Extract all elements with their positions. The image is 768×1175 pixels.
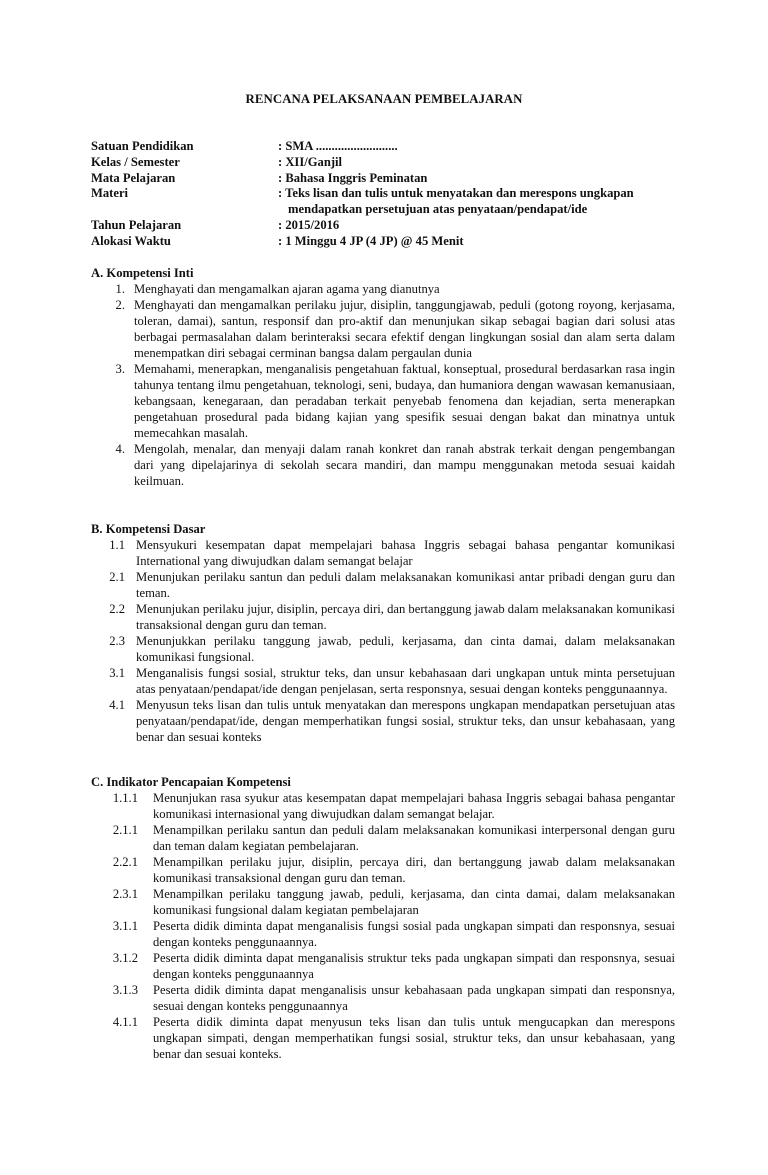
- meta-value-continuation: mendapatkan persetujuan atas penyataan/pendapat/ide: [288, 202, 588, 217]
- meta-row-satuan: [91, 139, 691, 155]
- list-item: [91, 697, 675, 745]
- list-item: [91, 569, 675, 601]
- list-item: [91, 822, 675, 854]
- meta-row-kelas: [91, 155, 691, 171]
- item-number: 3.1: [109, 666, 125, 680]
- meta-label: Tahun Pelajaran: [91, 217, 182, 232]
- item-number: 2.2: [109, 602, 125, 616]
- item-number: 1.: [115, 282, 125, 296]
- item-number: 2.2.1: [112, 855, 138, 869]
- list-item: [91, 1014, 675, 1062]
- page-title: RENCANA PELAKSANAAN PEMBELAJARAN: [245, 92, 523, 106]
- section-heading: C. Indikator Pencapaian Kompetensi: [91, 775, 291, 789]
- item-text: Memahami, menerapkan, menganalisis pengetahuan faktual, konseptual, prosedural berdasarkan rasa ingin tahunya tentang ilmu pengetahuan, teknologi, seni, budaya, dan humaniora dengan wawasan kemanusiaan, kebangsaan, kenegaraan, dan peradaban terkait penyebab fenomena dan kejadian, serta menerapkan pengetahuan prosedural pada bidang kajian yang spesifik sesuai dengan bakat dan minatnya untuk memecahkan masalah.: [134, 362, 675, 440]
- item-text: Menampilkan perilaku tanggung jawab, peduli, kerjasama, dan cinta damai, dalam melaksanakan komunikasi fungsional dalam kegiatan pembelajaran: [153, 887, 675, 917]
- list-item: [91, 281, 675, 297]
- meta-row-materi: [91, 186, 691, 218]
- item-text: Menampilkan perilaku jujur, disiplin, percaya diri, dan bertanggung jawab dalam melaksanakan komunikasi transaksional dengan guru dan teman.: [153, 855, 675, 885]
- item-text: Peserta didik diminta dapat menganalisis fungsi sosial pada ungkapan simpati dan responsnya, sesuai dengan konteks penggunaannya.: [153, 919, 675, 949]
- list-item: [91, 633, 675, 665]
- list-item: [91, 361, 675, 441]
- item-text: Menghayati dan mengamalkan ajaran agama yang dianutnya: [134, 282, 440, 296]
- item-text: Menunjukan perilaku jujur, disiplin, percaya diri, dan bertanggung jawab dalam melaksanakan komunikasi transaksional dengan guru dan teman.: [136, 602, 675, 632]
- item-number: 2.: [115, 298, 125, 312]
- item-number: 4.1: [109, 698, 125, 712]
- section-heading: B. Kompetensi Dasar: [91, 522, 206, 536]
- meta-row-mapel: [91, 171, 691, 187]
- item-text: Peserta didik diminta dapat menganalisis struktur teks pada ungkapan simpati dan responsnya, sesuai dengan konteks penggunaannya: [153, 951, 675, 981]
- list-item: [91, 950, 675, 982]
- item-number: 1.1.1: [112, 791, 138, 805]
- list-item: [91, 918, 675, 950]
- section-kompetensi-dasar: [91, 521, 675, 745]
- meta-label: Kelas / Semester: [91, 154, 180, 169]
- list-item: [91, 854, 675, 886]
- meta-value: : Teks lisan dan tulis untuk menyatakan dan merespons ungkapan: [278, 186, 634, 201]
- section-indikator: [91, 774, 675, 1062]
- item-number: 2.1.1: [112, 823, 138, 837]
- meta-row-alokasi: [91, 234, 691, 250]
- section-kompetensi-inti: [91, 265, 675, 489]
- meta-value: : 2015/2016: [278, 217, 340, 232]
- meta-row-tahun: [91, 218, 691, 234]
- item-number: 3.1.2: [112, 951, 138, 965]
- item-text: Menampilkan perilaku santun dan peduli dalam melaksanakan komunikasi interpersonal dengan guru dan teman dalam kegiatan pembelajaran.: [153, 823, 675, 853]
- item-number: 4.1.1: [112, 1015, 138, 1029]
- item-number: 2.3.1: [112, 887, 138, 901]
- meta-block: [91, 139, 691, 250]
- list-item: [91, 790, 675, 822]
- meta-value: : 1 Minggu 4 JP (4 JP) @ 45 Menit: [278, 233, 464, 248]
- meta-label: Satuan Pendidikan: [91, 139, 194, 153]
- meta-label: Materi: [91, 186, 129, 201]
- item-number: 2.3: [109, 634, 125, 648]
- meta-value: : Bahasa Inggris Peminatan: [278, 170, 428, 185]
- meta-value-materi: [278, 186, 691, 218]
- item-number: 3.: [115, 362, 125, 376]
- meta-label: Mata Pelajaran: [91, 170, 176, 185]
- list-item: [91, 665, 675, 697]
- item-number: 3.1.1: [112, 919, 138, 933]
- meta-value: : XII/Ganjil: [278, 154, 343, 169]
- list-item: [91, 537, 675, 569]
- item-number: 1.1: [109, 538, 125, 552]
- item-text: Mengolah, menalar, dan menyaji dalam ranah konkret dan ranah abstrak terkait dengan pengembangan dari yang dipelajarinya di sekolah secara mandiri, dan mampu menggunakan metoda sesuai kaidah keilmuan.: [134, 442, 675, 488]
- list-item: [91, 982, 675, 1014]
- item-text: Menganalisis fungsi sosial, struktur teks, dan unsur kebahasaan dari ungkapan untuk minta persetujuan atas penyataan/pendapat/ide dengan penjelasan, serta responsnya, sesuai dengan konteks penggunaannya.: [136, 666, 675, 696]
- item-number: 2.1: [109, 570, 125, 584]
- item-text: Peserta didik diminta dapat menyusun teks lisan dan tulis untuk mengucapkan dan merespons ungkapan simpati, dengan memperhatikan fungsi sosial, struktur teks, dan unsur kebahasaan, yang benar dan sesuai konteks.: [153, 1015, 675, 1061]
- item-text: Peserta didik diminta dapat menganalisis unsur kebahasaan pada ungkapan simpati dan responsnya, sesuai dengan konteks penggunaannya: [153, 983, 675, 1013]
- item-text: Menyusun teks lisan dan tulis untuk menyatakan dan merespons ungkapan mendapatkan persetujuan atas penyataan/pendapat/ide, dengan memperhatikan fungsi sosial, struktur teks, dan unsur kebahasaan, yang benar dan sesuai konteks: [136, 698, 675, 744]
- item-number: 4.: [115, 442, 125, 456]
- list-item: [91, 886, 675, 918]
- meta-label: Alokasi Waktu: [91, 233, 171, 248]
- section-heading: A. Kompetensi Inti: [91, 266, 194, 280]
- list-item: [91, 441, 675, 489]
- item-text: Menunjukan rasa syukur atas kesempatan dapat mempelajari bahasa Inggris sebagai bahasa pengantar komunikasi internasional yang diwujudkan dalam semangat belajar.: [153, 791, 675, 821]
- item-text: Menghayati dan mengamalkan perilaku jujur, disiplin, tanggungjawab, peduli (gotong royong, kerjasama, toleran, damai), santun, responsif dan pro-aktif dan menunjukan sikap sebagai bagian dari solusi atas berbagai permasalahan dalam berinteraksi secara efektif dengan lingkungan sosial dan alam serta dalam menempatkan diri sebagai cerminan bangsa dalam pergaulan dunia: [134, 298, 675, 360]
- item-number: 3.1.3: [112, 983, 138, 997]
- item-text: Menunjukkan perilaku tanggung jawab, peduli, kerjasama, dan cinta damai, dalam melaksanakan komunikasi fungsional.: [136, 634, 675, 664]
- item-text: Mensyukuri kesempatan dapat mempelajari bahasa Inggris sebagai bahasa pengantar komunikasi International yang diwujudkan dalam semangat belajar: [136, 538, 675, 568]
- meta-value: : SMA ..........................: [278, 139, 398, 153]
- item-text: Menunjukan perilaku santun dan peduli dalam melaksanakan komunikasi antar pribadi dengan guru dan teman.: [136, 570, 675, 600]
- list-item: [91, 297, 675, 361]
- list-item: [91, 601, 675, 633]
